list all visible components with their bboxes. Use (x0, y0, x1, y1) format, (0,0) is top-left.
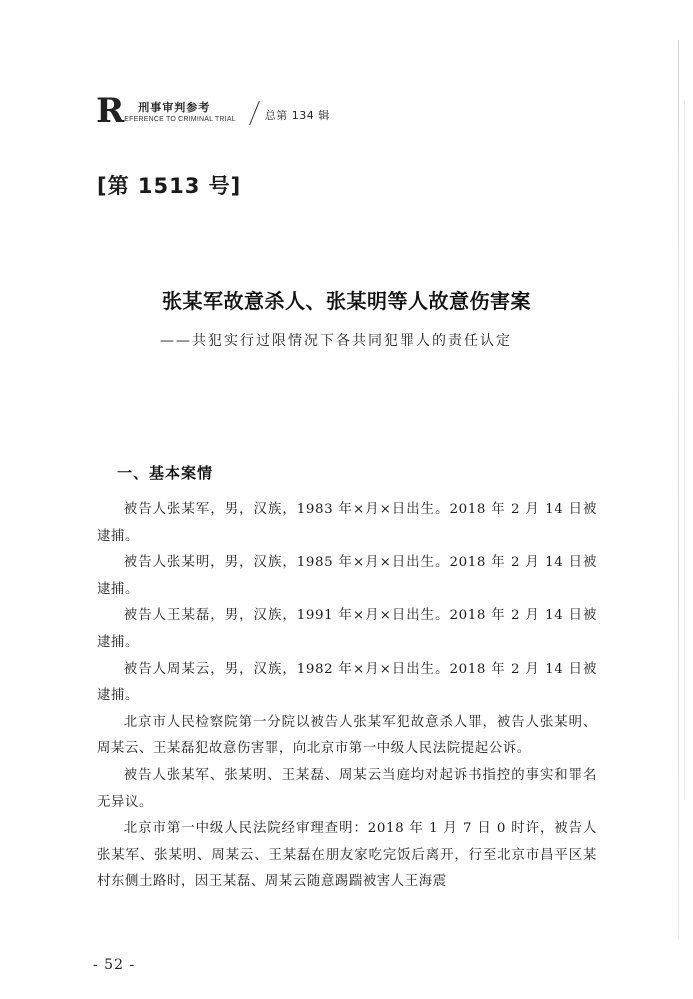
paragraph-defendant-4: 被告人周某云，男，汉族，1982 年×月×日出生。2018 年 2 月 14 日被逮捕。 (97, 661, 597, 704)
journal-name-cn: 刑事审判参考 (138, 101, 211, 114)
case-number: [第 1513 号] (97, 174, 242, 198)
scan-edge-line-faint (684, 100, 685, 800)
section-heading: 一、基本案情 (117, 464, 214, 482)
header-divider-slash (249, 101, 260, 125)
body-text (97, 497, 597, 896)
journal-name-en: EFERENCE TO CRIMINAL TRIAL (124, 116, 236, 123)
page-number: - 52 - (93, 957, 136, 973)
journal-logo-letter: R (96, 91, 123, 131)
scan-edge-line (678, 40, 679, 940)
paragraph-facts: 北京市第一中级人民法院经审理查明：2018 年 1 月 7 日 0 时许，被告人张某军、张某明、周某云、王某磊在朋友家吃完饭后离开，行至北京市昌平区某村东侧土路时，因王某磊、周某云随意踢踹被害人王海震 (97, 821, 597, 890)
running-header (96, 91, 330, 131)
case-title: 张某军故意杀人、张某明等人故意伤害案 (162, 289, 531, 313)
journal-logo-text (124, 101, 236, 124)
paragraph-defendant-2: 被告人张某明，男，汉族，1985 年×月×日出生。2018 年 2 月 14 日被逮捕。 (97, 555, 597, 597)
paragraph-defendant-3: 被告人王某磊，男，汉族，1991 年×月×日出生。2018 年 2 月 14 日被逮捕。 (97, 608, 597, 650)
paragraph-prosecution: 北京市人民检察院第一分院以被告人张某军犯故意杀人罪，被告人张某明、周某云、王某磊犯故意伤害罪，向北京市第一中级人民法院提起公诉。 (97, 714, 597, 757)
case-subtitle: ——共犯实行过限情况下各共同犯罪人的责任认定 (160, 333, 512, 349)
issue-number: 总第 134 辑 (264, 109, 330, 122)
paragraph-plea: 被告人张某军、张某明、王某磊、周某云当庭均对起诉书指控的事实和罪名无异议。 (97, 767, 597, 810)
paragraph-defendant-1: 被告人张某军，男，汉族，1983 年×月×日出生。2018 年 2 月 14 日被逮捕。 (97, 502, 597, 544)
